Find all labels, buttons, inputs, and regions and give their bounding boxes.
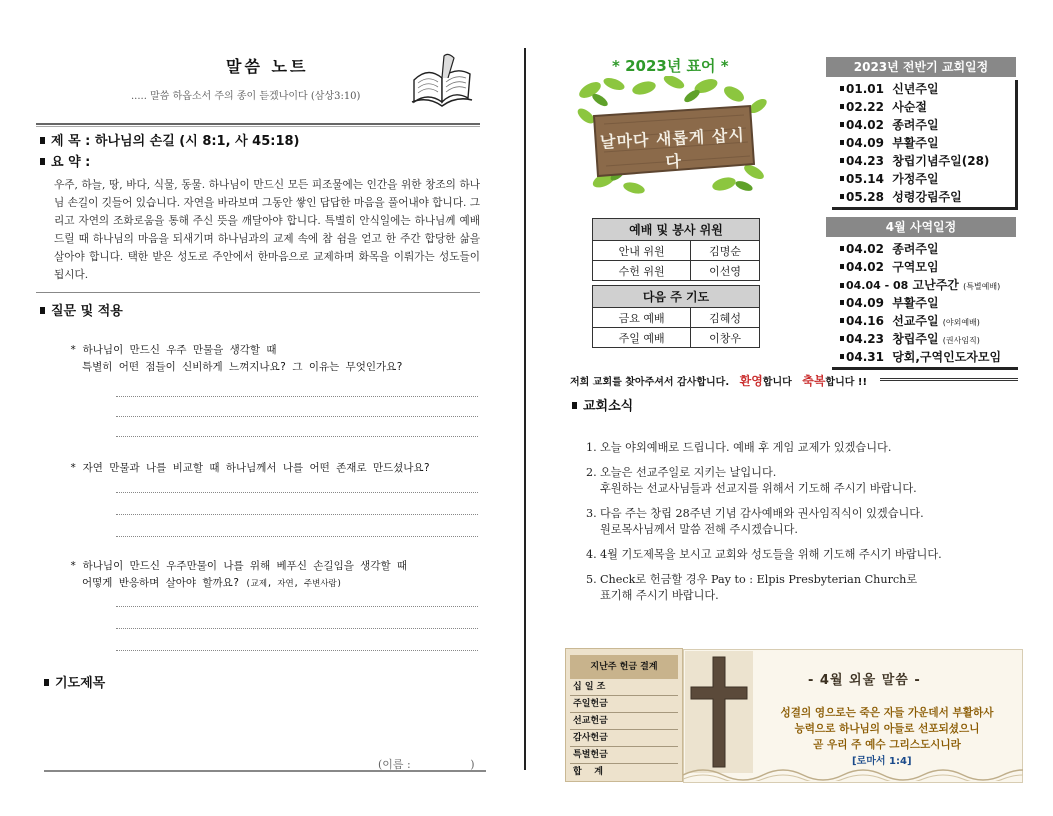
- prayer-role: 주일 예배: [593, 328, 691, 348]
- prayer-name: 김혜성: [691, 308, 760, 328]
- answer-line[interactable]: [116, 536, 478, 537]
- schedule-item: 01.01 신년주일: [832, 80, 1015, 98]
- service-table: [592, 218, 760, 281]
- next-prayer-table: [592, 285, 760, 348]
- service-name: 김명순: [691, 241, 760, 261]
- schedule-item: 05.28 성령강림주일: [832, 188, 1015, 206]
- news-item: 3. 다음 주는 창립 28주년 기념 감사예배와 권사임직식이 있겠습니다. 원로목사님께서 말씀 전해 주시겠습니다.: [586, 507, 924, 536]
- prayer-heading: 기도제목: [44, 672, 105, 691]
- question-2: * 자연 만물과 나를 비교할 때 하나님께서 나를 어떤 존재로 만드셨나요?: [70, 462, 430, 474]
- news-item: 2. 오늘은 선교주일로 지키는 날입니다. 후원하는 선교사님들과 선교지를 위해서 기도해 주시기 바랍니다.: [586, 466, 917, 495]
- offering-table: [565, 648, 683, 782]
- notes-title: 말씀 노트: [226, 57, 309, 76]
- sermon-summary: 우주, 하늘, 땅, 바다, 식물, 동물. 하나님이 만드신 모든 피조물에는 인간을 위한 창조의 하나님 손길이 깃들어 있습니다. 자연을 바라보며 그동안 쌓인 답답한 마음을 풀어내야 합니다. 그리고 자연의 조화로움을 통해 주신 뜻을 깨달아야 합니다. 특별히 안식일에는 하나님께 예배드릴 때 하나님의 마음을 되새기며 하나님과의 교제 속에 참 쉼을 얻고 한 주간 합당한 삶을 살아야 합니다. 택한 받은 성도로 주안에서 한마음으로 교제하며 화목을 이뤄가는 성도들이 됩시다.: [54, 179, 480, 281]
- summary-heading: 요 약 :: [40, 151, 90, 170]
- divider-line: [44, 770, 486, 772]
- answer-line[interactable]: [116, 606, 478, 607]
- memory-verse-reference: [로마서 1:4]: [852, 756, 912, 767]
- question-3: * 하나님이 만드신 우주만물이 나를 위해 베푸신 손길임을 생각할 때 어떻게 반응하며 살아야 할까요? (교제, 자연, 주변사람): [70, 560, 408, 589]
- service-role: 수헌 위원: [593, 261, 691, 281]
- schedule-item: 04.02 종려주일: [832, 240, 1018, 258]
- answer-line[interactable]: [116, 416, 478, 417]
- schedule-h1-heading: 2023년 전반기 교회일정: [826, 57, 1016, 77]
- offering-row: 합 계: [573, 767, 603, 777]
- prayer-role: 금요 예배: [593, 308, 691, 328]
- news-item: 5. Check로 헌금할 경우 Pay to : Elpis Presbyterian Church로 표기해 주시기 바랍니다.: [586, 573, 918, 602]
- next-prayer-heading: 다음 주 기도: [593, 286, 760, 308]
- schedule-item: 02.22 사순절: [832, 98, 1015, 116]
- service-name: 이선영: [691, 261, 760, 281]
- schedule-item: 04.09 부활주일: [832, 134, 1015, 152]
- divider-line: [36, 123, 480, 125]
- answer-line[interactable]: [116, 650, 478, 651]
- schedule-item: 04.23 창립주일 (권사임직): [832, 330, 1018, 348]
- qa-heading: 질문 및 적용: [40, 300, 123, 319]
- schedule-april-list: [832, 240, 1018, 370]
- divider-line: [36, 292, 480, 293]
- schedule-item: 04.23 창립기념주일(28): [832, 152, 1015, 170]
- memory-verse-text: 성결의 영으로는 죽은 자들 가운데서 부활하사 능력으로 하나님의 아들로 선포되셨으니 곧 우리 주 예수 그리스도시니라: [780, 707, 994, 751]
- news-list: [586, 440, 1016, 613]
- prayer-name: 이창우: [691, 328, 760, 348]
- answer-line[interactable]: [116, 436, 478, 437]
- sermon-topic: 제 목 : 하나님의 손길 (시 8:1, 사 45:18): [40, 130, 299, 149]
- question-1: * 하나님이 만드신 우주 만물을 생각할 때 특별히 어떤 점들이 신비하게 느껴지나요? 그 이유는 무엇인가요?: [70, 344, 403, 373]
- motto-sign-text: 날마다 새롭게 삽시다: [599, 125, 746, 172]
- schedule-item: 04.09 부활주일: [832, 294, 1018, 312]
- news-heading: 교회소식: [572, 395, 633, 414]
- schedule-item: 05.14 가정주일: [832, 170, 1015, 188]
- offering-row: 감사헌금: [570, 730, 678, 747]
- divider-line: [36, 126, 480, 127]
- page-divider: [524, 48, 526, 770]
- ornament-border: [683, 765, 1023, 781]
- schedule-item: 04.16 선교주일 (야외예배): [832, 312, 1018, 330]
- notes-subtitle: ..... 말씀 하옵소서 주의 종이 듣겠나이다 (삼상3:10): [131, 91, 361, 102]
- schedule-item: 04.02 종려주일: [832, 116, 1015, 134]
- news-item: 1. 오늘 야외예배로 드립니다. 예배 후 게임 교제가 있겠습니다.: [586, 441, 892, 454]
- schedule-item: 04.04 - 08 고난주간 (특별예배): [832, 276, 1018, 294]
- offering-row: 십 일 조: [570, 679, 678, 696]
- sermon-notes-panel: [36, 40, 490, 780]
- name-field[interactable]: (이름 : ): [378, 758, 475, 771]
- schedule-item: 04.02 구역모임: [832, 258, 1018, 276]
- news-item: 4. 4월 기도제목을 보시고 교회와 성도들을 위해 기도해 주시기 바랍니다.: [586, 548, 942, 561]
- service-heading: 예배 및 봉사 위원: [593, 219, 760, 241]
- welcome-message: 저희 교회를 찾아주셔서 감사합니다. 환영합니다 축복합니다 !!: [570, 374, 868, 388]
- offering-row: 선교헌금: [570, 713, 678, 730]
- answer-line[interactable]: [116, 514, 478, 515]
- memory-verse-title: - 4월 외울 말씀 -: [808, 673, 921, 688]
- cross-icon: [685, 651, 753, 773]
- offering-heading: 지난주 헌금 결계: [570, 655, 678, 679]
- divider-line: [880, 378, 1018, 381]
- service-role: 안내 위원: [593, 241, 691, 261]
- offering-row: 특별헌금: [570, 747, 678, 764]
- answer-line[interactable]: [116, 396, 478, 397]
- answer-line[interactable]: [116, 628, 478, 629]
- schedule-h1-list: [832, 80, 1018, 210]
- motto-title: * 2023년 표어 *: [612, 57, 729, 75]
- open-bible-icon: [408, 50, 478, 112]
- offering-row: 주일헌금: [570, 696, 678, 713]
- schedule-item: 04.31 당회,구역인도자모임: [832, 348, 1018, 366]
- schedule-april-heading: 4월 사역일정: [826, 217, 1016, 237]
- answer-line[interactable]: [116, 492, 478, 493]
